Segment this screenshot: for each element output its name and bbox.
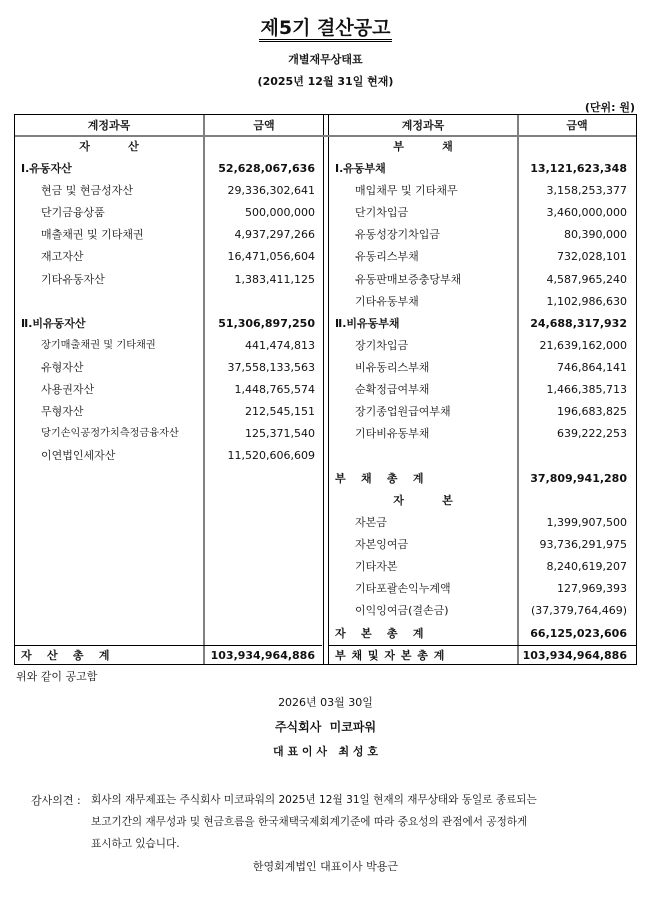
account-amount: 746,864,141 <box>557 360 627 374</box>
group-amount: 13,121,623,348 <box>530 162 627 175</box>
account-amount: 1,466,385,713 <box>546 383 627 396</box>
assets-section-header: 자 산 <box>79 140 139 153</box>
account-amount: 212,545,151 <box>245 405 315 419</box>
account-amount: 21,639,162,000 <box>539 338 627 352</box>
account-amount: 125,371,540 <box>245 427 315 441</box>
audit-opinion-label: 감사의견 : <box>31 794 81 807</box>
right-amount-header: 금액 <box>566 119 588 132</box>
right-account-header: 계정과목 <box>401 119 445 132</box>
account-label: 자본금 <box>355 516 387 529</box>
center-double-line-b <box>328 115 329 664</box>
account-label: 재고자산 <box>41 250 84 264</box>
account-label: 유형자산 <box>41 360 84 374</box>
account-label: 사용권자산 <box>41 383 95 396</box>
announce-text: 위와 같이 공고함 <box>16 670 98 683</box>
ceo-name: 대 표 이 사 최 성 호 <box>272 745 379 758</box>
account-amount: 80,390,000 <box>564 228 627 242</box>
equity-total-amount: 66,125,023,606 <box>530 627 627 640</box>
account-label: 비유동리스부채 <box>355 360 430 374</box>
account-label: 이연법인세자산 <box>41 449 116 463</box>
group-label: Ⅰ.유동자산 <box>21 162 72 175</box>
account-amount: 500,000,000 <box>245 206 315 220</box>
account-amount: 3,460,000,000 <box>546 206 627 220</box>
account-amount: 639,222,253 <box>557 427 627 441</box>
account-amount: 4,937,297,266 <box>234 228 315 242</box>
account-label: 무형자산 <box>41 405 84 419</box>
account-amount: 1,399,907,500 <box>546 516 627 529</box>
account-amount: 127,969,393 <box>557 582 627 596</box>
account-label: 장기매출채권 및 기타채권 <box>41 339 156 351</box>
group-label: Ⅰ.유동부채 <box>335 162 386 175</box>
liab-equity-total-amount: 103,934,964,886 <box>522 649 627 662</box>
group-label: Ⅱ.비유동부채 <box>335 316 400 330</box>
auditor-name: 한영회계법인 대표이사 박용근 <box>252 860 399 873</box>
account-label: 이익잉여금(결손금) <box>355 604 449 618</box>
account-amount: 1,448,765,574 <box>234 383 315 396</box>
account-label: 현금 및 현금성자산 <box>41 184 134 198</box>
balance-sheet-table <box>14 114 637 665</box>
account-amount: 16,471,056,604 <box>227 250 315 264</box>
liabilities-section-header: 부 채 <box>393 140 453 153</box>
notice-title-text: 제5기 결산공고 <box>259 17 393 42</box>
account-label: 유동판매보증충당부채 <box>355 272 462 286</box>
liabilities-total-label: 부 채 총 계 <box>335 472 424 485</box>
account-amount: 1,102,986,630 <box>546 294 627 308</box>
group-amount: 24,688,317,932 <box>530 316 627 330</box>
account-label: 매입채무 및 기타채무 <box>355 184 458 198</box>
audit-opinion-line-3: 표시하고 있습니다. <box>91 838 180 850</box>
account-label: 단기금융상품 <box>41 206 105 220</box>
equity-total-label: 자 본 총 계 <box>335 627 424 640</box>
account-label: 자본잉여금 <box>355 538 409 552</box>
audit-opinion-line-1: 회사의 재무제표는 주식회사 미코파워의 2025년 12월 31일 현재의 재무상태와 동일로 종료되는 <box>91 794 537 806</box>
account-label: 장기종업원급여부채 <box>355 405 451 419</box>
account-label: 매출채권 및 기타채권 <box>41 228 144 242</box>
account-label: 기타비유동부채 <box>355 427 430 441</box>
account-label: 기타유동자산 <box>41 272 105 286</box>
account-amount: 93,736,291,975 <box>539 538 627 552</box>
account-amount: 37,558,133,563 <box>227 360 315 374</box>
account-label: 단기차입금 <box>355 206 409 220</box>
account-label: 기타자본 <box>355 560 398 574</box>
account-amount: 29,336,302,641 <box>227 184 315 198</box>
assets-total-label: 자 산 총 계 <box>21 649 110 662</box>
account-amount: 732,028,101 <box>557 250 627 264</box>
notice-date: 2026년 03월 30일 <box>278 696 373 709</box>
account-amount: 8,240,619,207 <box>546 560 627 574</box>
account-label: 장기차입금 <box>355 338 409 352</box>
unit-label: (단위: 원) <box>584 101 635 114</box>
left-account-header: 계정과목 <box>87 119 131 132</box>
account-amount: 441,474,813 <box>245 338 315 352</box>
account-amount: 196,683,825 <box>557 405 627 419</box>
account-label: 기타포괄손익누계액 <box>355 582 451 596</box>
account-label: 기타유동부채 <box>355 294 419 308</box>
center-double-line-a <box>323 115 324 664</box>
statement-subtitle: 개별재무상태표 <box>288 53 363 66</box>
account-amount: 3,158,253,377 <box>546 184 627 198</box>
as-of-date: (2025년 12월 31일 현재) <box>257 75 394 88</box>
account-label: 순확정급여부채 <box>355 383 430 396</box>
assets-total-amount: 103,934,964,886 <box>210 649 315 662</box>
account-label: 유동리스부채 <box>355 250 419 264</box>
account-label: 당기손익공정가치측정금융자산 <box>41 428 179 440</box>
notice-title <box>0 16 651 40</box>
audit-opinion-line-2: 보고기간의 재무성과 및 현금흐름을 한국채택국제회계기준에 따라 중요성의 관점에서 공정하게 <box>91 816 528 828</box>
account-amount: 11,520,606,609 <box>227 449 315 463</box>
account-amount: (37,379,764,469) <box>530 604 627 618</box>
liab-equity-total-label: 부 채 및 자 본 총 계 <box>335 649 446 662</box>
group-amount: 51,306,897,250 <box>218 316 315 330</box>
equity-section-header: 자 본 <box>393 494 453 507</box>
account-amount: 1,383,411,125 <box>234 272 315 286</box>
account-label: 유동성장기차입금 <box>355 228 441 242</box>
account-amount: 4,587,965,240 <box>546 272 627 286</box>
company-name: 주식회사 미코파워 <box>274 720 377 734</box>
left-amount-header: 금액 <box>253 119 275 132</box>
liabilities-total-amount: 37,809,941,280 <box>530 472 627 485</box>
group-label: Ⅱ.비유동자산 <box>21 316 86 330</box>
group-amount: 52,628,067,636 <box>218 162 315 175</box>
